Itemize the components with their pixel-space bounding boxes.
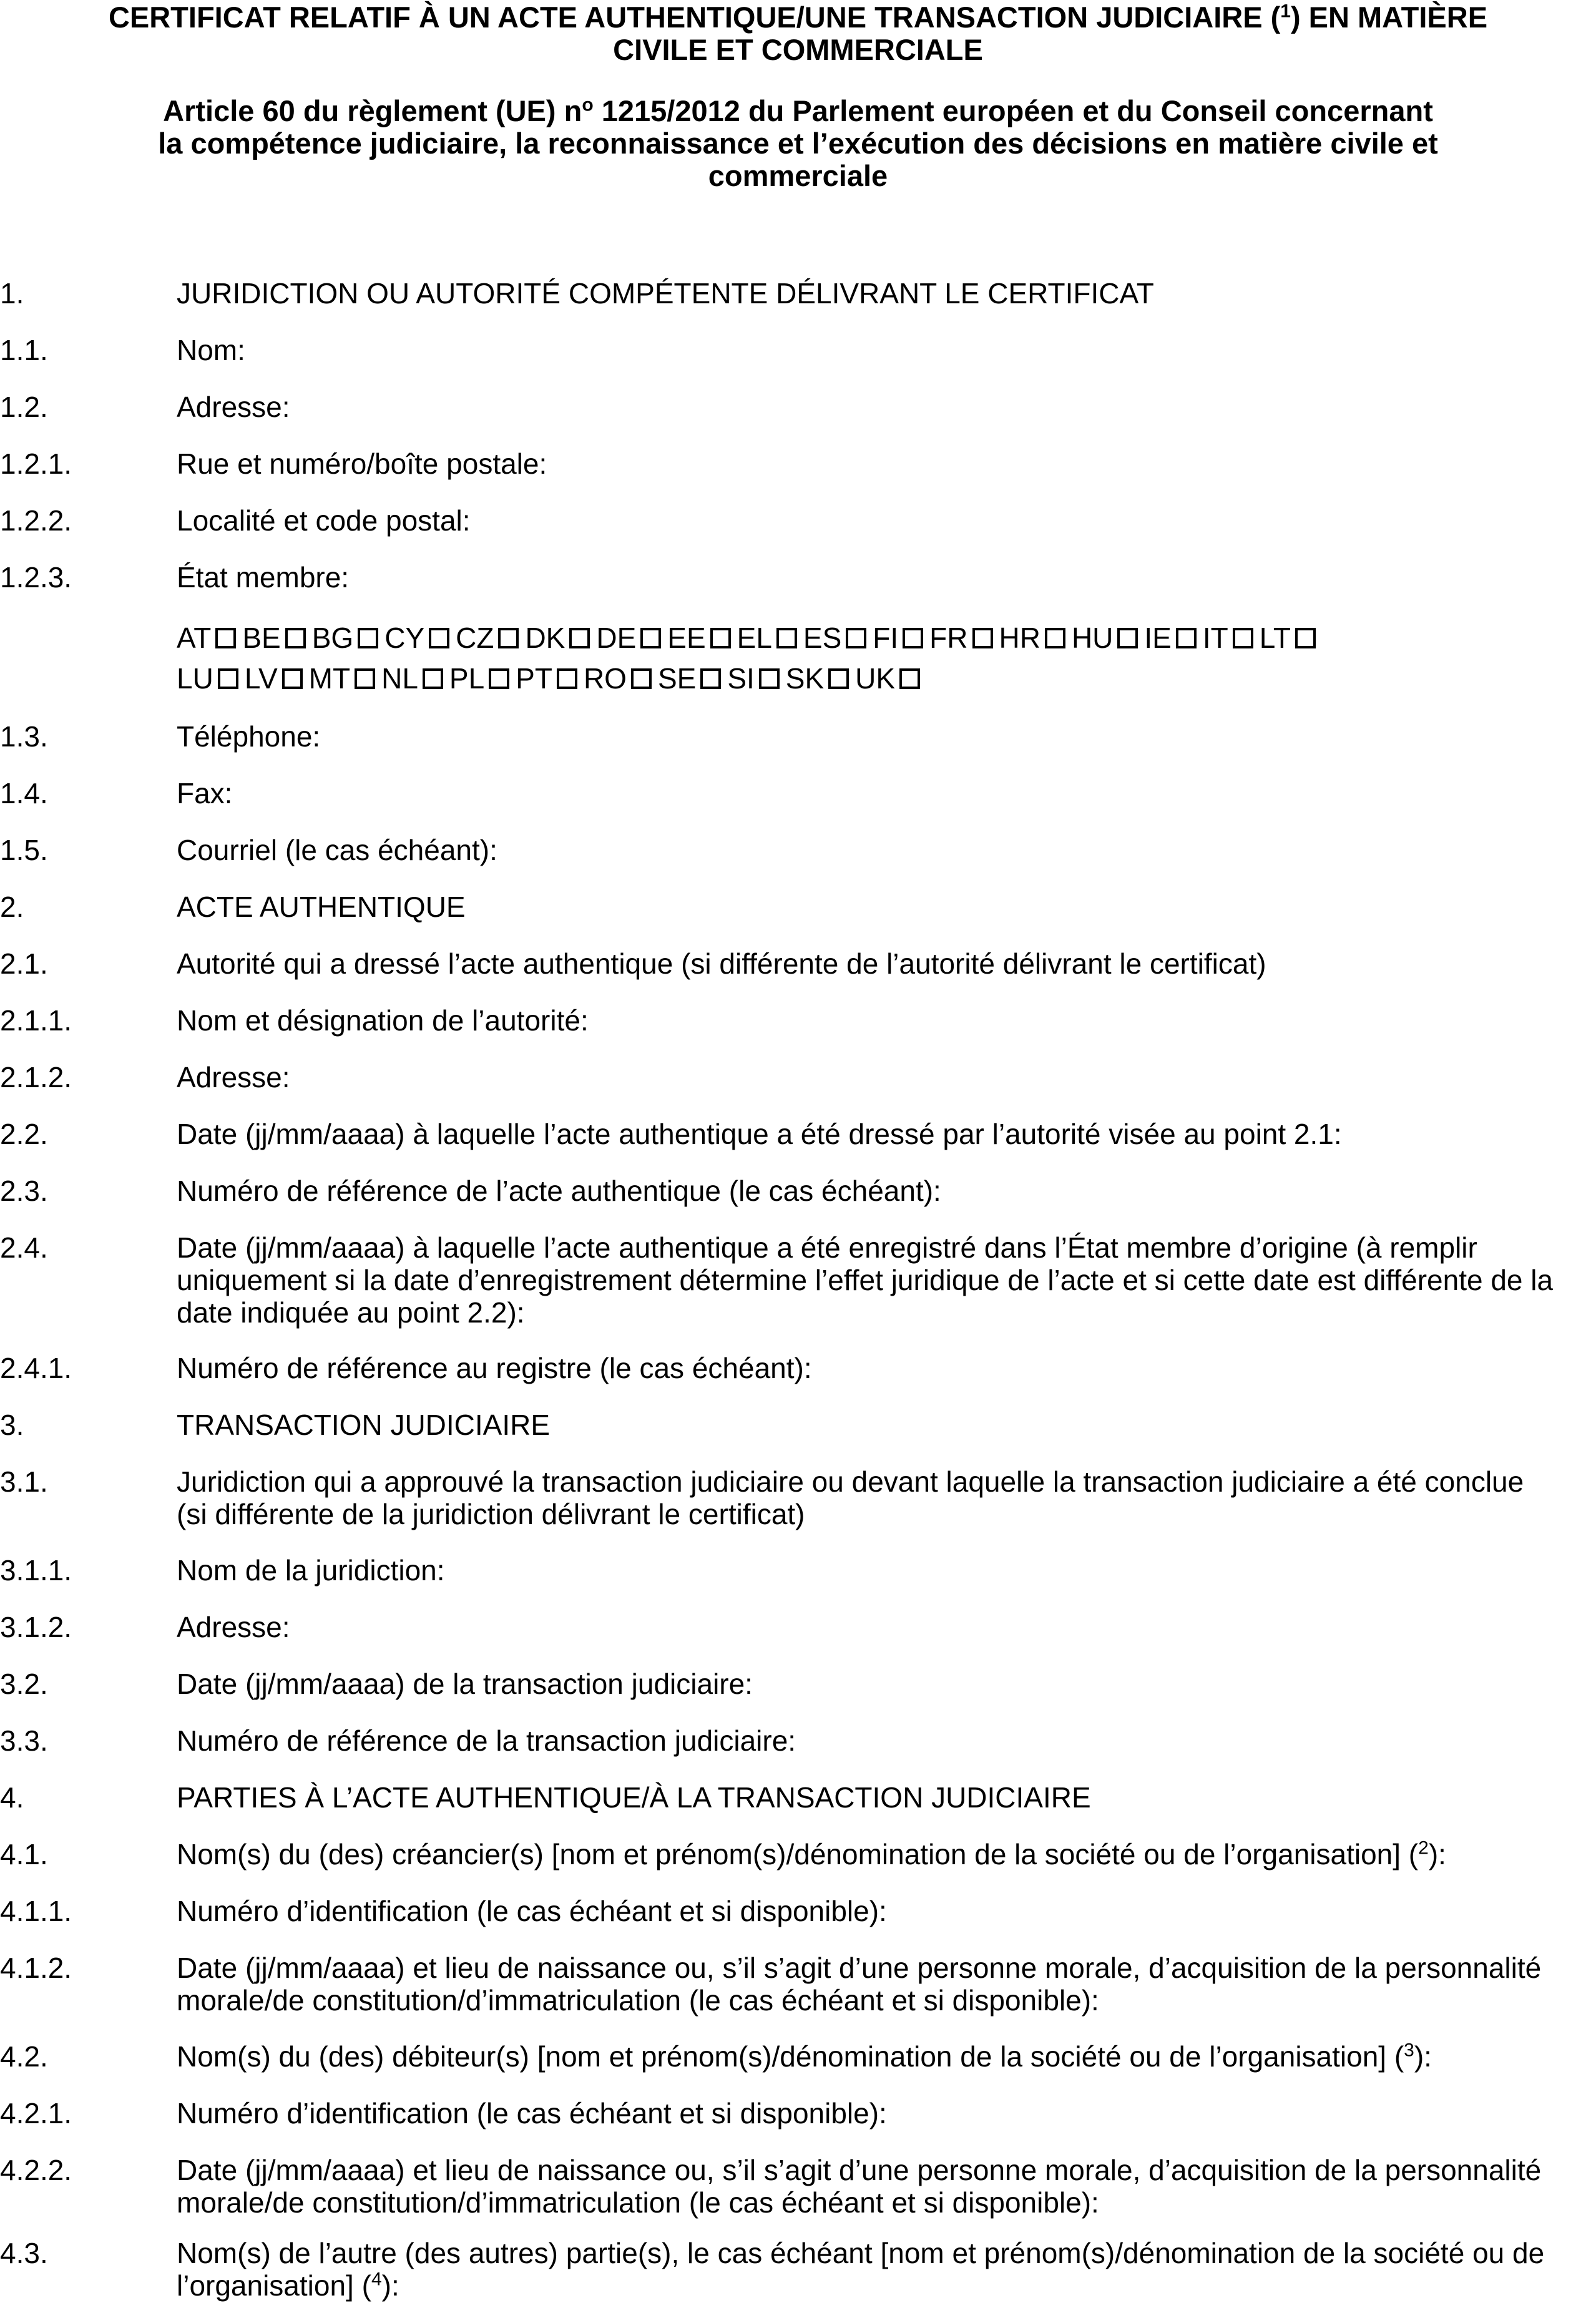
checkbox[interactable] bbox=[218, 668, 238, 689]
field-label: Numéro de référence de la transaction judiciaire: bbox=[177, 1724, 796, 1757]
field-number: 1.2. bbox=[0, 391, 48, 423]
member-state-code: NL bbox=[381, 662, 418, 695]
section-heading: ACTE AUTHENTIQUE bbox=[177, 891, 466, 923]
member-state-code: BE bbox=[242, 622, 281, 654]
member-state-option-cy[interactable] bbox=[384, 622, 449, 654]
field-number: 4.1.1. bbox=[0, 1895, 72, 1927]
member-state-code: SI bbox=[727, 662, 755, 695]
member-state-code: SE bbox=[657, 662, 697, 695]
field-number: 1.1. bbox=[0, 334, 48, 366]
field-label: Fax: bbox=[177, 777, 233, 809]
field-label: Numéro d’identification (le cas échéant et si disponible): bbox=[177, 2097, 887, 2129]
subtitle-line-3: commerciale bbox=[708, 159, 888, 192]
checkbox[interactable] bbox=[358, 628, 378, 648]
checkbox[interactable] bbox=[285, 628, 306, 648]
checkbox[interactable] bbox=[631, 668, 652, 689]
checkbox[interactable] bbox=[759, 668, 780, 689]
field-label: Localité et code postal: bbox=[177, 504, 471, 537]
field-label: État membre: bbox=[177, 561, 350, 594]
field-label: Autorité qui a dressé l’acte authentique (si différente de l’autorité délivrant le certificat) bbox=[177, 947, 1266, 980]
field-number: 1.4. bbox=[0, 777, 48, 809]
member-state-code: ES bbox=[803, 622, 842, 654]
member-state-code: FI bbox=[873, 622, 899, 654]
checkbox[interactable] bbox=[1045, 628, 1065, 648]
field-number: 4.1. bbox=[0, 1838, 48, 1870]
checkbox[interactable] bbox=[1233, 628, 1253, 648]
member-state-option-ro[interactable] bbox=[584, 662, 652, 695]
field-label: Nom de la juridiction: bbox=[177, 1554, 445, 1587]
checkbox[interactable] bbox=[423, 668, 443, 689]
checkbox[interactable] bbox=[1176, 628, 1197, 648]
checkbox[interactable] bbox=[776, 628, 797, 648]
checkbox[interactable] bbox=[569, 628, 590, 648]
member-state-code: IT bbox=[1202, 622, 1228, 654]
field-number: 2.2. bbox=[0, 1118, 48, 1150]
member-state-option-fr[interactable] bbox=[929, 622, 992, 654]
field-label: Nom et désignation de l’autorité: bbox=[177, 1004, 589, 1037]
section-heading: TRANSACTION JUDICIAIRE bbox=[177, 1409, 551, 1441]
footnote-ref-4: 4 bbox=[371, 2269, 382, 2290]
checkbox[interactable] bbox=[640, 628, 661, 648]
section-heading: JURIDICTION OU AUTORITÉ COMPÉTENTE DÉLIVRANT LE CERTIFICAT bbox=[177, 277, 1154, 310]
member-state-option-uk[interactable] bbox=[855, 662, 920, 695]
field-label: Date (jj/mm/aaaa) et lieu de naissance ou, s’il s’agit d’une personne morale, d’acquisition de la personnalité morale/de constitution/d’immatriculation (le cas échéant et si disponible): bbox=[177, 2154, 1542, 2219]
field-number: 3.1.1. bbox=[0, 1554, 72, 1587]
field-label: Date (jj/mm/aaaa) à laquelle l’acte authentique a été enregistré dans l’État membre d’origine (à remplir uniquement si la date d’enregistrement détermine l’effet juridique de l’acte et si cette date est différente de la date indiquée au point 2.2): bbox=[177, 1231, 1554, 1329]
checkbox[interactable] bbox=[828, 668, 849, 689]
checkbox[interactable] bbox=[282, 668, 303, 689]
field-label: Nom(s) du (des) créancier(s) [nom et prénom(s)/dénomination de la société ou de l’organisation] ($^2$): bbox=[177, 1837, 1446, 1870]
member-state-option-fi[interactable] bbox=[873, 622, 923, 654]
member-state-option-pl[interactable] bbox=[449, 662, 509, 695]
member-state-option-lu[interactable] bbox=[177, 662, 238, 695]
member-state-code: MT bbox=[308, 662, 351, 695]
member-state-option-at[interactable] bbox=[177, 622, 236, 654]
footnote-ref-3: 3 bbox=[1404, 2040, 1414, 2061]
field-number: 1.5. bbox=[0, 834, 48, 866]
field-label: Numéro de référence de l’acte authentique (le cas échéant): bbox=[177, 1175, 941, 1207]
member-state-code: RO bbox=[583, 662, 627, 695]
checkbox[interactable] bbox=[429, 628, 449, 648]
field-number: 4.2.1. bbox=[0, 2097, 72, 2129]
member-state-option-el[interactable] bbox=[737, 622, 797, 654]
field-number: 3.2. bbox=[0, 1668, 48, 1700]
field-label: Courriel (le cas échéant): bbox=[177, 834, 497, 866]
section-number: 2. bbox=[0, 891, 24, 923]
field-label: Rue et numéro/boîte postale: bbox=[177, 447, 547, 480]
member-state-code: CY bbox=[384, 622, 425, 654]
field-number: 1.2.3. bbox=[0, 561, 72, 594]
section-number: 3. bbox=[0, 1409, 24, 1441]
checkbox[interactable] bbox=[700, 668, 721, 689]
field-number: 4.2. bbox=[0, 2040, 48, 2073]
member-state-option-bg[interactable] bbox=[312, 622, 378, 654]
field-number: 2.3. bbox=[0, 1175, 48, 1207]
field-number: 2.4. bbox=[0, 1231, 48, 1264]
footnote-ref-2: 2 bbox=[1418, 1837, 1429, 1859]
section-heading: PARTIES À L’ACTE AUTHENTIQUE/À LA TRANSACTION JUDICIAIRE bbox=[177, 1781, 1091, 1814]
field-number: 2.1. bbox=[0, 947, 48, 980]
member-state-code: HR bbox=[999, 622, 1040, 654]
field-number: 4.2.2. bbox=[0, 2154, 72, 2186]
field-label: Adresse: bbox=[177, 1611, 290, 1643]
member-state-option-ie[interactable] bbox=[1144, 622, 1196, 654]
title-line-2: CIVILE ET COMMERCIALE bbox=[613, 33, 983, 66]
member-state-code: DK bbox=[525, 622, 565, 654]
member-state-checkboxes-row-2 bbox=[177, 662, 926, 695]
member-state-option-dk[interactable] bbox=[525, 622, 590, 654]
footnote-ref-1: 1 bbox=[1280, 1, 1291, 22]
member-state-code: LV bbox=[244, 662, 278, 695]
field-number: 2.1.2. bbox=[0, 1061, 72, 1093]
section-number: 4. bbox=[0, 1781, 24, 1814]
checkbox[interactable] bbox=[355, 668, 375, 689]
checkbox[interactable] bbox=[972, 628, 993, 648]
field-number: 3.3. bbox=[0, 1724, 48, 1757]
checkbox[interactable] bbox=[846, 628, 866, 648]
checkbox[interactable] bbox=[1117, 628, 1138, 648]
member-state-code: PL bbox=[449, 662, 485, 695]
member-state-option-hu[interactable] bbox=[1072, 622, 1138, 654]
field-number: 1.3. bbox=[0, 720, 48, 753]
field-label: Nom(s) du (des) débiteur(s) [nom et prénom(s)/dénomination de la société ou de l’organisation] ($^3$): bbox=[177, 2040, 1432, 2073]
checkbox[interactable] bbox=[498, 628, 519, 648]
member-state-option-lv[interactable] bbox=[245, 662, 303, 695]
field-number: 4.3. bbox=[0, 2237, 48, 2269]
field-number: 1.2.1. bbox=[0, 447, 72, 480]
checkbox[interactable] bbox=[215, 628, 236, 648]
field-label: Date (jj/mm/aaaa) à laquelle l’acte authentique a été dressé par l’autorité visée au point 2.1: bbox=[177, 1118, 1342, 1150]
member-state-code: EL bbox=[737, 622, 772, 654]
member-state-option-ee[interactable] bbox=[667, 622, 730, 654]
member-state-option-nl[interactable] bbox=[381, 662, 443, 695]
member-state-code: PT bbox=[516, 662, 552, 695]
member-state-code: SK bbox=[785, 662, 825, 695]
field-number: 2.4.1. bbox=[0, 1352, 72, 1384]
checkbox[interactable] bbox=[1295, 628, 1316, 648]
member-state-option-es[interactable] bbox=[803, 622, 866, 654]
document-title bbox=[0, 1, 1596, 66]
checkbox[interactable] bbox=[710, 628, 731, 648]
member-state-option-it[interactable] bbox=[1203, 622, 1253, 654]
member-state-code: LU bbox=[177, 662, 213, 695]
member-state-code: UK bbox=[855, 662, 896, 695]
field-number: 4.1.2. bbox=[0, 1952, 72, 1984]
title-line-1: CERTIFICAT RELATIF À UN ACTE AUTHENTIQUE/UNE TRANSACTION JUDICIAIRE ($^1$) EN MATIÈRE bbox=[108, 1, 1488, 34]
member-state-code: DE bbox=[596, 622, 637, 654]
member-state-code: CZ bbox=[456, 622, 494, 654]
field-label: Adresse: bbox=[177, 391, 290, 423]
field-label: Adresse: bbox=[177, 1061, 290, 1093]
member-state-option-sk[interactable] bbox=[786, 662, 849, 695]
member-state-option-se[interactable] bbox=[658, 662, 721, 695]
member-state-code: IE bbox=[1144, 622, 1172, 654]
member-state-code: LT bbox=[1259, 622, 1291, 654]
checkbox[interactable] bbox=[557, 668, 577, 689]
member-state-option-si[interactable] bbox=[727, 662, 779, 695]
member-state-option-be[interactable] bbox=[242, 622, 305, 654]
checkbox[interactable] bbox=[903, 628, 923, 648]
field-label: Numéro d’identification (le cas échéant et si disponible): bbox=[177, 1895, 887, 1927]
member-state-checkboxes-row-1 bbox=[177, 622, 1322, 654]
field-label: Nom(s) de l’autre (des autres) partie(s), le cas échéant [nom et prénom(s)/dénomination de la société ou de l’organisation] ($^4$): bbox=[177, 2237, 1545, 2302]
member-state-code: FR bbox=[929, 622, 968, 654]
field-label: Date (jj/mm/aaaa) de la transaction judiciaire: bbox=[177, 1668, 753, 1700]
member-state-code: BG bbox=[311, 622, 354, 654]
field-number: 2.1.1. bbox=[0, 1004, 72, 1037]
member-state-option-cz[interactable] bbox=[456, 622, 519, 654]
subtitle-line-2: la compétence judiciaire, la reconnaissance et l’exécution des décisions en matière civile et bbox=[158, 127, 1438, 160]
subtitle-line-1: Article 60 du règlement (UE) $n^o$ 1215/2012 du Parlement européen et du Conseil concernant bbox=[163, 94, 1433, 127]
field-label: Téléphone: bbox=[177, 720, 321, 753]
field-number: 1.2.2. bbox=[0, 504, 72, 537]
field-label: Nom: bbox=[177, 334, 245, 366]
member-state-option-lt[interactable] bbox=[1260, 622, 1316, 654]
member-state-option-mt[interactable] bbox=[309, 662, 375, 695]
checkbox[interactable] bbox=[489, 668, 509, 689]
section-number: 1. bbox=[0, 277, 24, 310]
field-number: 3.1. bbox=[0, 1465, 48, 1498]
field-label: Date (jj/mm/aaaa) et lieu de naissance ou, s’il s’agit d’une personne morale, d’acquisition de la personnalité morale/de constitution/d’immatriculation (le cas échéant et si disponible): bbox=[177, 1952, 1542, 2017]
field-number: 3.1.2. bbox=[0, 1611, 72, 1643]
member-state-option-pt[interactable] bbox=[516, 662, 577, 695]
member-state-code: EE bbox=[667, 622, 706, 654]
field-label: Juridiction qui a approuvé la transaction judiciaire ou devant laquelle la transaction judiciaire a été conclue (si différente de la juridiction délivrant le certificat) bbox=[177, 1465, 1524, 1530]
document-subtitle bbox=[0, 95, 1596, 192]
checkbox[interactable] bbox=[899, 668, 920, 689]
member-state-code: AT bbox=[177, 622, 212, 654]
field-label: Numéro de référence au registre (le cas échéant): bbox=[177, 1352, 812, 1384]
member-state-option-de[interactable] bbox=[596, 622, 661, 654]
member-state-option-hr[interactable] bbox=[999, 622, 1065, 654]
member-state-code: HU bbox=[1071, 622, 1114, 654]
